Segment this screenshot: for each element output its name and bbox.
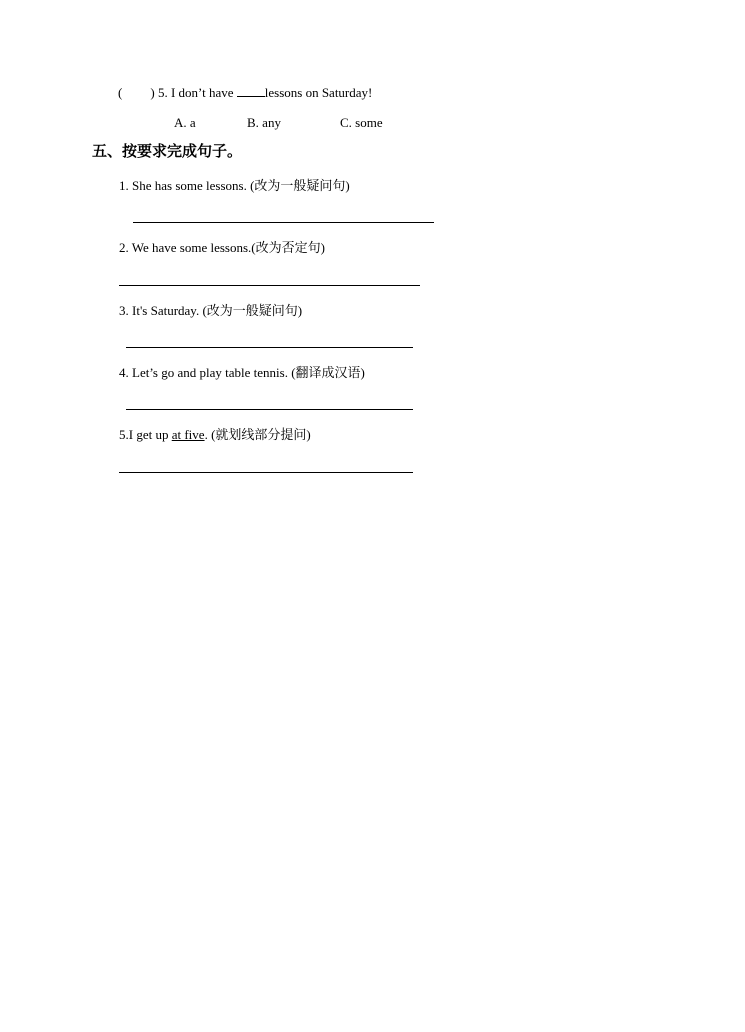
question-number: 5. xyxy=(157,85,168,100)
item-4: 4. Let’s go and play table tennis. (翻译成汉语) xyxy=(119,365,365,380)
option-c: C. some xyxy=(340,115,383,130)
item-5-after: . (就划线部分提问) xyxy=(204,427,311,442)
option-b: B. any xyxy=(247,115,281,130)
item-2: 2. We have some lessons.(改为否定句) xyxy=(119,240,325,255)
option-a: A. a xyxy=(174,115,196,130)
paren-open: ( xyxy=(118,85,123,100)
answer-line-3[interactable] xyxy=(126,347,413,348)
answer-line-2[interactable] xyxy=(119,285,420,286)
question-text-after: lessons on Saturday! xyxy=(264,85,373,100)
answer-blank[interactable] xyxy=(237,84,265,97)
item-5 xyxy=(119,427,311,443)
item-5-before: 5.I get up xyxy=(119,427,172,442)
answer-line-5[interactable] xyxy=(119,472,413,473)
answer-line-4[interactable] xyxy=(126,409,413,410)
question-5 xyxy=(118,84,372,101)
item-1: 1. She has some lessons. (改为一般疑问句) xyxy=(119,178,350,193)
item-5-underlined: at five xyxy=(171,427,205,442)
question-text-before: I don’t have xyxy=(170,85,234,100)
section-heading: 五、按要求完成句子。 xyxy=(92,142,243,160)
paren-close: ) xyxy=(150,85,155,100)
answer-line-1[interactable] xyxy=(133,222,434,223)
item-3: 3. It's Saturday. (改为一般疑问句) xyxy=(119,303,303,318)
